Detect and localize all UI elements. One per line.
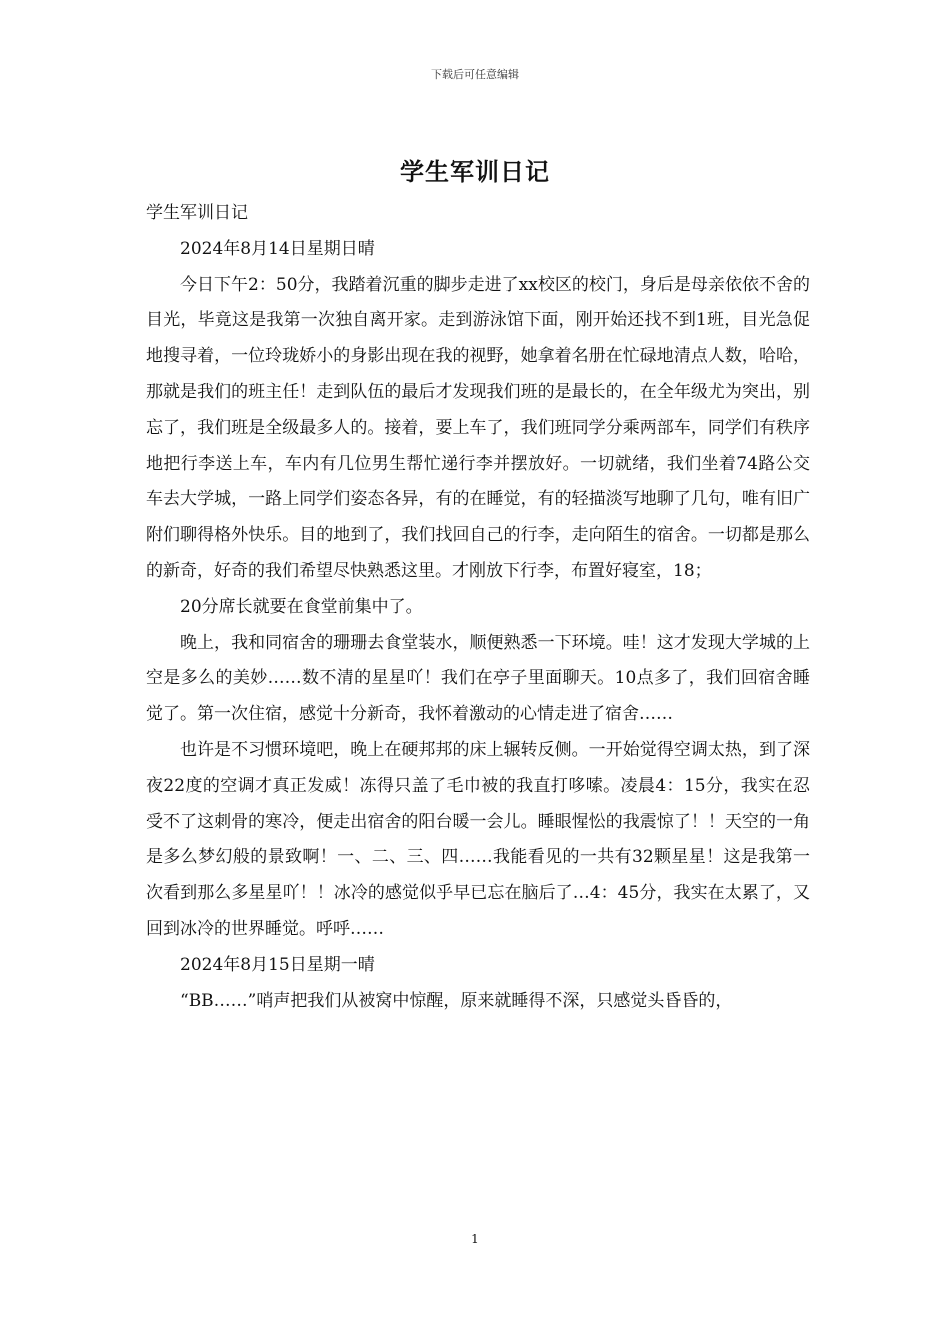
document-body [146, 196, 810, 1019]
body-paragraph: 20分席长就要在食堂前集中了。 [180, 596, 423, 617]
page-number: 1 [471, 1232, 479, 1246]
header-note: 下载后可任意编辑 [431, 68, 519, 81]
body-paragraph: 也许是不习惯环境吧，晚上在硬邦邦的床上辗转反侧。一开始觉得空调太热，到了深夜22度的空调才真正发威！冻得只盖了毛巾被的我直打哆嗦。凌晨4：15分，我实在忍受不了这刺骨的寒冷，便走出宿舍的阳台暖一会儿。睡眼惺忪的我震惊了！！天空的一角是多么梦幻般的景致啊！一、二、三、四……我能看见的一共有32颗星星！这是我第一次看到那么多星星吖！！冰冷的感觉似乎早已忘在脑后了…4：45分，我实在太累了，又回到冰冷的世界睡觉。呼呼…… [146, 739, 810, 939]
body-paragraph: “BB……”哨声把我们从被窝中惊醒，原来就睡得不深，只感觉头昏昏的， [180, 990, 733, 1011]
diary-date: 2024年8月15日星期一晴 [180, 954, 375, 975]
body-paragraph: 学生军训日记 [146, 203, 248, 223]
document-title: 学生军训日记 [400, 157, 550, 186]
body-paragraph: 今日下午2：50分，我踏着沉重的脚步走进了xx校区的校门，身后是母亲依依不舍的目光，毕竟这是我第一次独自离开家。走到游泳馆下面，刚开始还找不到1班，目光急促地搜寻着，一位玲珑娇小的身影出现在我的视野，她拿着名册在忙碌地清点人数，哈哈，那就是我们的班主任！走到队伍的最后才发现我们班的是最长的，在全年级尤为突出，别忘了，我们班是全级最多人的。接着，要上车了，我们班同学分乘两部车，同学们有秩序地把行李送上车，车内有几位男生帮忙递行李并摆放好。一切就绪，我们坐着74路公交车去大学城，一路上同学们姿态各异，有的在睡觉，有的轻描淡写地聊了几句，唯有旧广附们聊得格外快乐。目的地到了，我们找回自己的行李，走向陌生的宿舍。一切都是那么的新奇，好奇的我们希望尽快熟悉这里。才刚放下行李，布置好寝室，18； [146, 274, 810, 581]
diary-date: 2024年8月14日星期日晴 [180, 238, 375, 259]
body-paragraph: 晚上，我和同宿舍的珊珊去食堂装水，顺便熟悉一下环境。哇！这才发现大学城的上空是多么的美妙……数不清的星星吖！我们在亭子里面聊天。10点多了，我们回宿舍睡觉了。第一次住宿，感觉十分新奇，我怀着激动的心情走进了宿舍…… [146, 632, 810, 725]
